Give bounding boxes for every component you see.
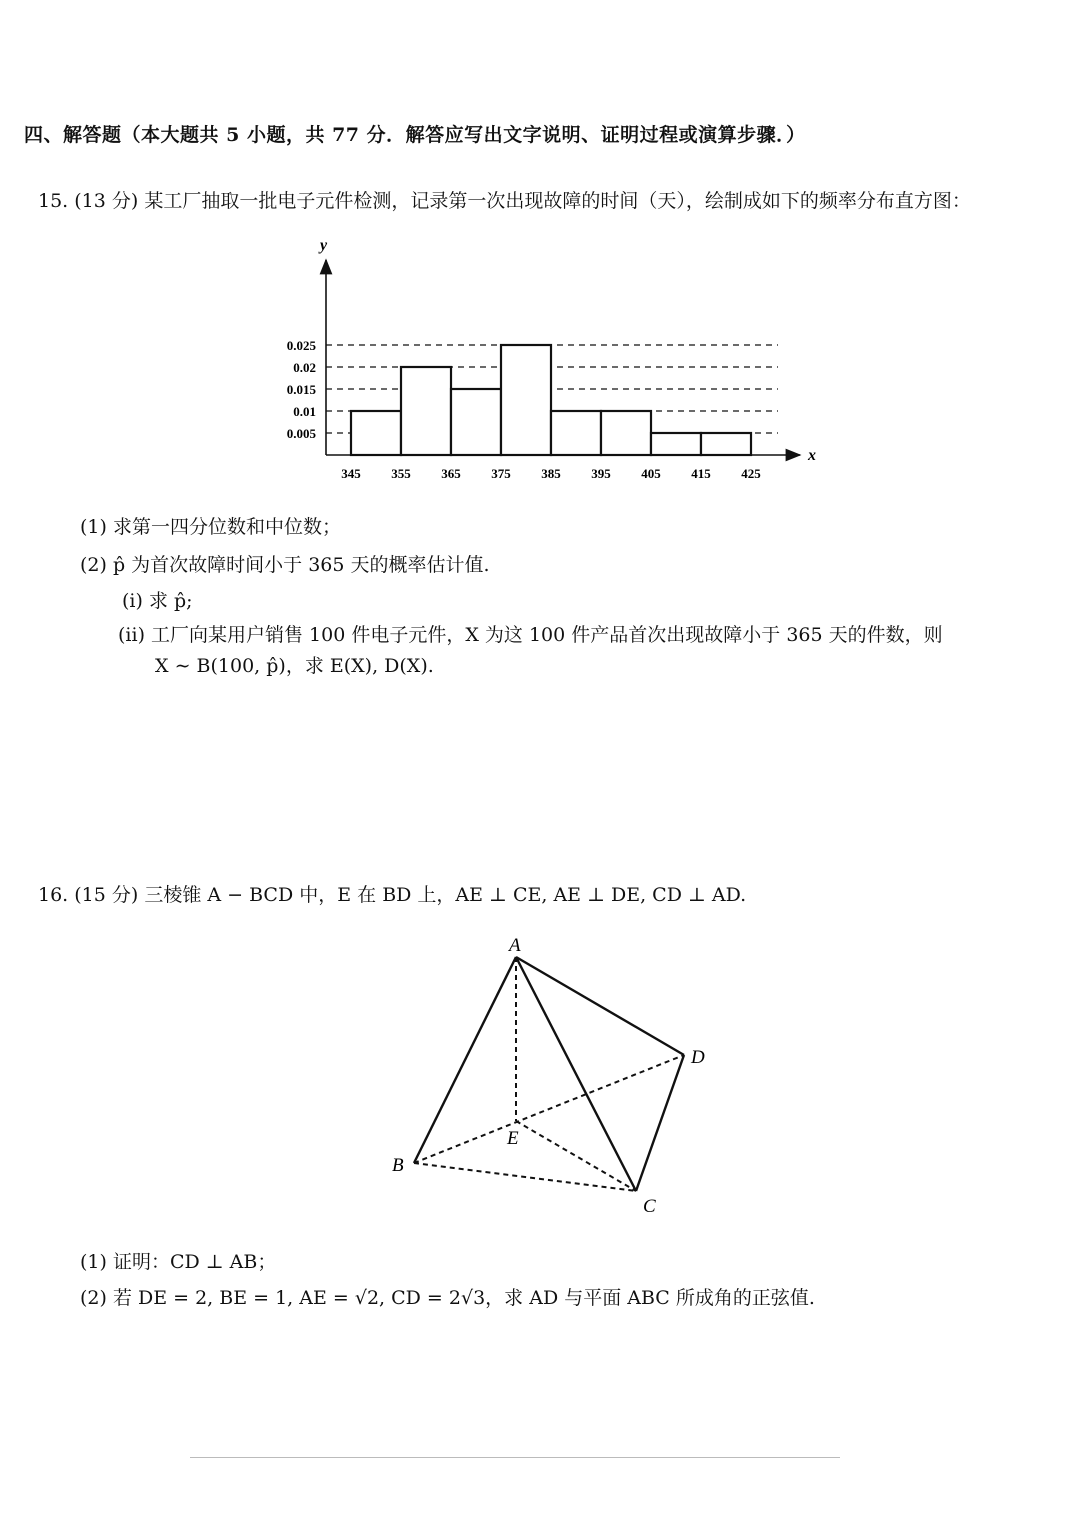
x-tick-label: 385 [541,466,561,481]
vertex-label-A: A [509,935,521,956]
pyramid-figure [380,925,720,1225]
x-tick-label: 405 [641,466,661,481]
q16-number: 16. [38,884,69,906]
q15-part-2: (2) p̂ 为首次故障时间小于 365 天的概率估计值. [80,554,490,576]
y-tick-labels [287,338,317,441]
histogram-bar [701,433,751,455]
x-tick-label: 415 [691,466,711,481]
y-tick-label: 0.02 [293,360,316,375]
q16-part-1: (1) 证明：CD ⊥ AB； [80,1251,277,1273]
section-heading: 四、解答题（本大题共 5 小题，共 77 分．解答应写出文字说明、证明过程或演算步骤．） [24,124,806,146]
histogram-bars [351,345,751,455]
x-tick-label: 345 [341,466,361,481]
x-axis-label: x [808,447,816,464]
q15-part-2ii-line1: (ii) 工厂向某用户销售 100 件电子元件，X 为这 100 件产品首次出现故障小于 365 天的件数，则 [118,624,943,646]
q16-stem-line [38,880,746,907]
vertex-label-D: D [691,1047,705,1068]
y-axis-label: y [320,237,328,254]
q15-part-2ii-line2: X ∼ B(100, p̂)，求 E(X), D(X). [155,655,434,677]
x-tick-label: 395 [591,466,611,481]
vertex-label-C: C [643,1196,656,1217]
edge-CD [636,1055,684,1191]
q15-stem: 某工厂抽取一批电子元件检测，记录第一次出现故障的时间（天），绘制成如下的频率分布直方图： [144,190,971,212]
histogram-bar [551,411,601,455]
histogram-bar [651,433,701,455]
x-tick-label: 365 [441,466,461,481]
q15-points: (13 分) [74,190,139,212]
q16-points: (15 分) [74,884,139,906]
q16-stem: 三棱锥 A − BCD 中，E 在 BD 上，AE ⊥ CE, AE ⊥ DE, CD ⊥ AD. [144,884,747,906]
vertex-label-B: B [392,1155,404,1176]
x-tick-label: 375 [491,466,511,481]
histogram-bar [601,411,651,455]
histogram-bar [351,411,401,455]
q15-number: 15. [38,190,69,212]
histogram-bar [501,345,551,455]
page-bottom-rule [190,1457,840,1458]
y-tick-label: 0.015 [286,382,316,397]
x-tick-label: 355 [391,466,411,481]
q15-part-2i: (i) 求 p̂; [122,590,193,612]
vertex-label-E: E [507,1128,519,1149]
y-tick-label: 0.025 [286,338,316,353]
q16-part-2: (2) 若 DE = 2, BE = 1, AE = √2, CD = 2√3，求 AD 与平面 ABC 所成角的正弦值. [80,1287,815,1309]
x-tick-label: 425 [741,466,761,481]
y-tick-label: 0.005 [286,426,316,441]
edge-BD-dashed [414,1055,684,1163]
q15-part-1: (1) 求第一四分位数和中位数； [80,516,341,538]
edge-AB [414,957,516,1163]
histogram-bar [451,389,501,455]
q15-stem-line [38,186,971,213]
y-tick-label: 0.01 [293,404,316,419]
frequency-histogram [260,228,830,490]
edge-BC-dashed [414,1163,636,1191]
x-tick-labels [341,466,761,481]
histogram-bar [401,367,451,455]
